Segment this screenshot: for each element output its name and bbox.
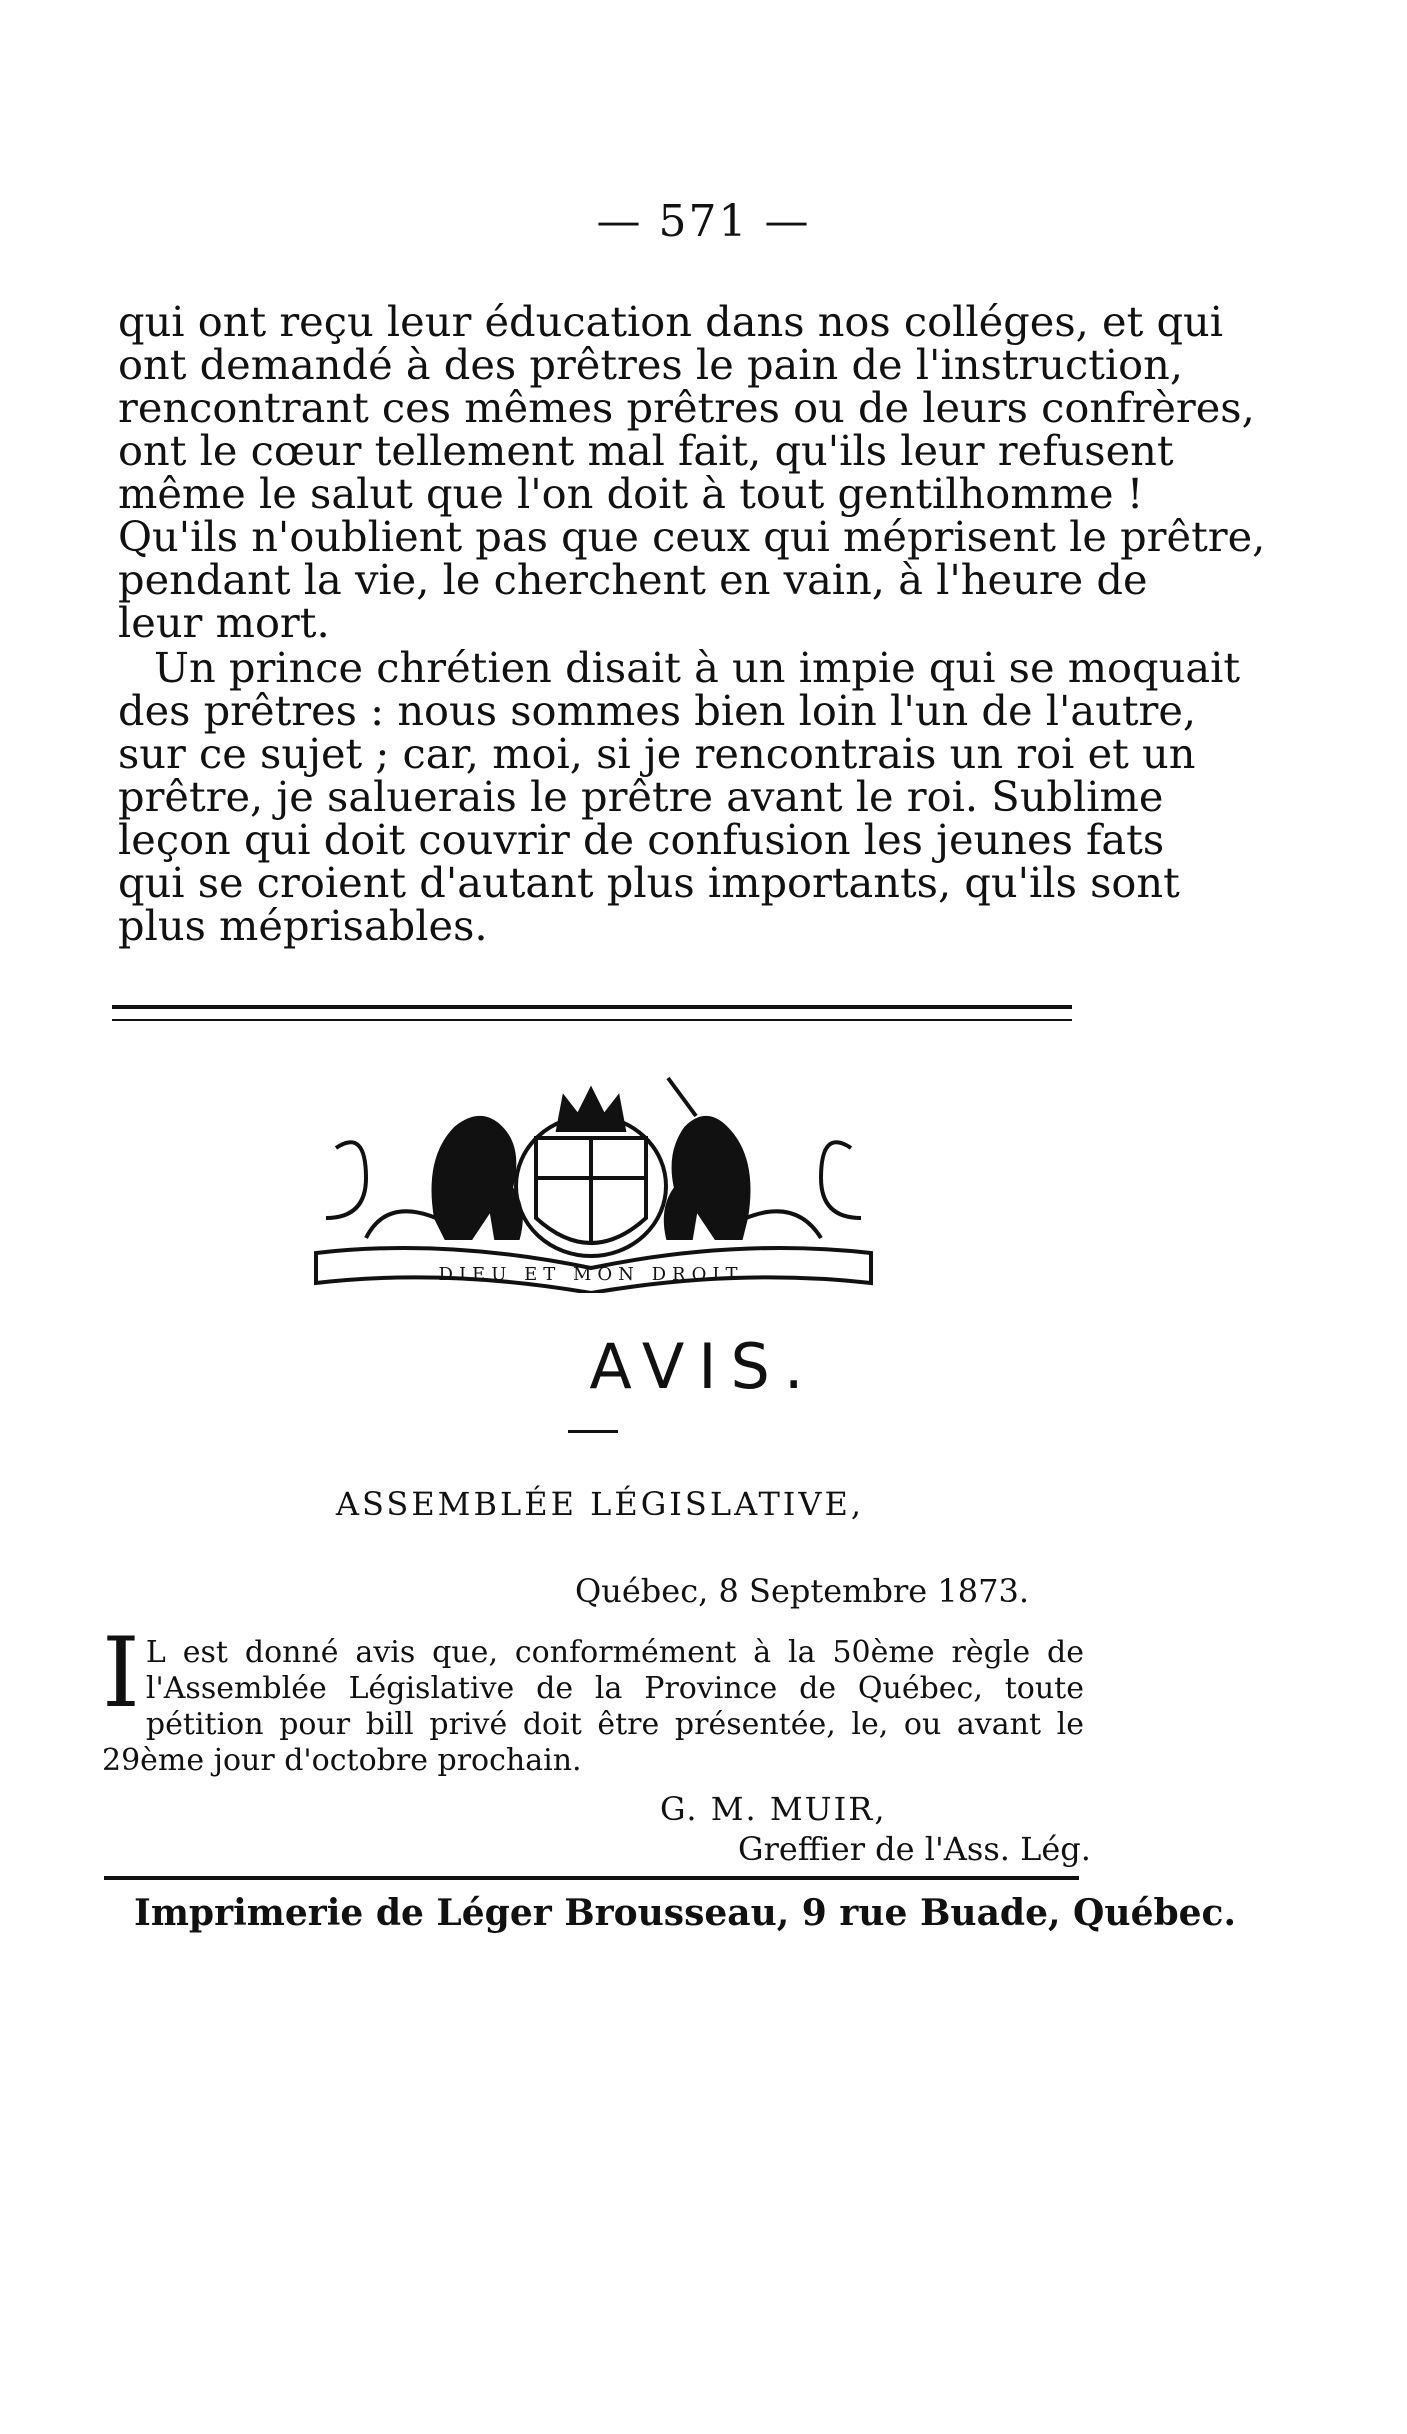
short-rule <box>568 1430 618 1433</box>
assembly-name: ASSEMBLÉE LÉGISLATIVE, <box>335 1485 865 1523</box>
notice-dateline: Québec, 8 Septembre 1873. <box>575 1572 1029 1610</box>
text-line: pendant la vie, le cherchent en vain, à l'heure de <box>118 555 1148 604</box>
motto-text: DIEU ET MON DROIT <box>438 1264 744 1285</box>
notice-line: L est donné avis que, conformément à la 50ème règle de <box>145 1635 1084 1670</box>
text-line: sur ce sujet ; car, moi, si je rencontrais un roi et un <box>118 729 1196 778</box>
text-line: même le salut que l'on doit à tout gentilhomme ! <box>118 469 1144 518</box>
text-line: des prêtres : nous sommes bien loin l'un de l'autre, <box>118 686 1197 735</box>
notice-lines <box>102 1617 1084 1779</box>
text-line: rencontrant ces mêmes prêtres ou de leurs confrères, <box>118 383 1255 432</box>
notice-body <box>102 1617 1084 1779</box>
printer-imprint: Imprimerie de Léger Brousseau, 9 rue Buade, Québec. <box>134 1892 1237 1934</box>
notice-line: pétition pour bill privé doit être présentée, le, ou avant le <box>145 1707 1084 1742</box>
text-line: prêtre, je saluerais le prêtre avant le roi. Sublime <box>118 772 1164 821</box>
text-line: ont le cœur tellement mal fait, qu'ils leur refusent <box>118 426 1174 475</box>
notice-line: 29ème jour d'octobre prochain. <box>102 1743 582 1778</box>
double-rule-divider <box>112 1005 1072 1021</box>
royal-coat-of-arms-icon <box>296 1068 886 1293</box>
text-line: ont demandé à des prêtres le pain de l'instruction, <box>118 340 1184 389</box>
signature-name: G. M. MUIR, <box>660 1790 887 1828</box>
bottom-rule <box>104 1876 1079 1880</box>
drop-cap: I <box>102 1617 140 1729</box>
page-number: — 571 — <box>596 196 811 247</box>
text-line: plus méprisables. <box>118 901 488 950</box>
text-line: Qu'ils n'oublient pas que ceux qui méprisent le prêtre, <box>118 512 1266 561</box>
text-line: leur mort. <box>118 598 330 647</box>
text-line: Un prince chrétien disait à un impie qui se moquait <box>154 643 1241 692</box>
text-line: leçon qui doit couvrir de confusion les jeunes fats <box>118 815 1165 864</box>
text-line: qui ont reçu leur éducation dans nos colléges, et qui <box>118 297 1224 346</box>
paragraph-1 <box>118 297 1266 647</box>
notice-line: l'Assemblée Législative de la Province de Québec, toute <box>145 1671 1084 1706</box>
text-line: qui se croient d'autant plus importants, qu'ils sont <box>118 858 1180 907</box>
notice-heading: AVIS. <box>589 1330 818 1403</box>
paragraph-2 <box>118 643 1241 950</box>
signature-title: Greffier de l'Ass. Lég. <box>738 1830 1091 1868</box>
